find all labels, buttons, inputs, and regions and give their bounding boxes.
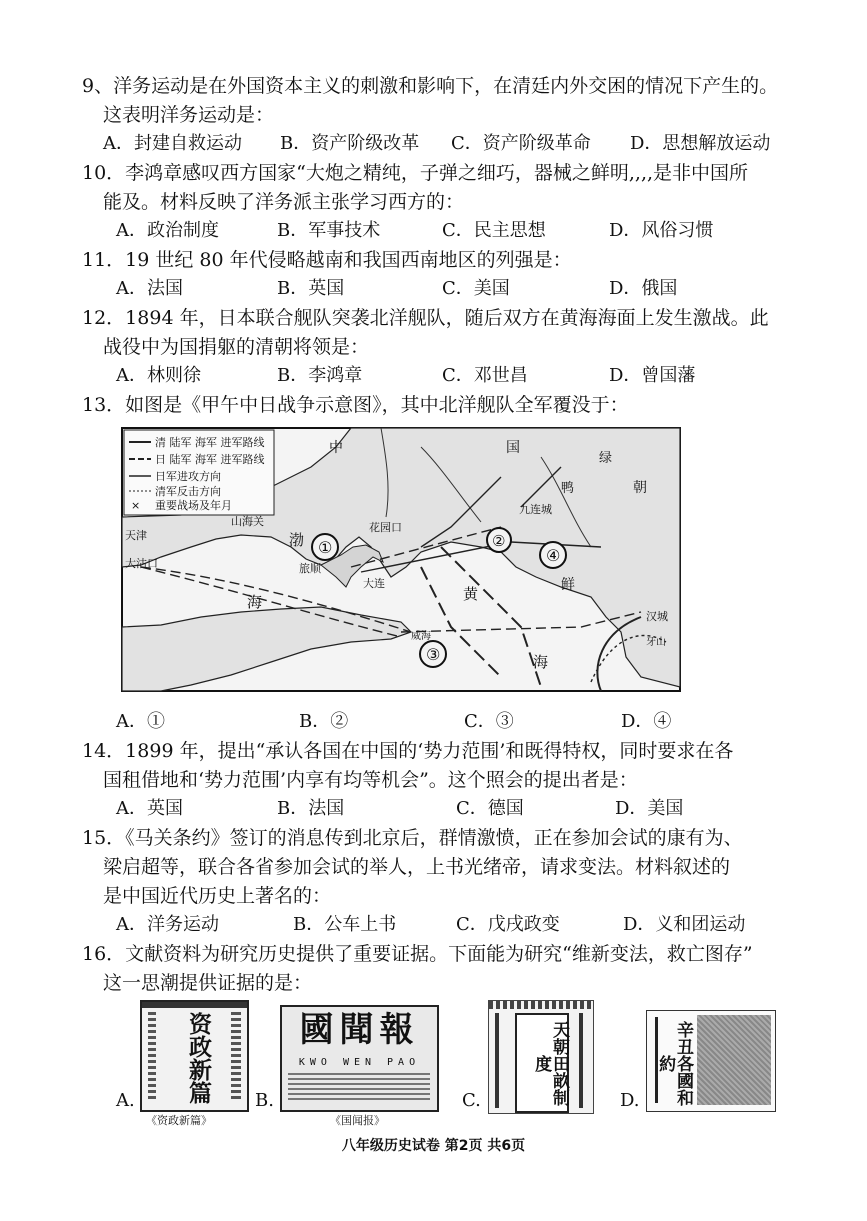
q16-image-b-title: 國聞報 xyxy=(299,1010,420,1050)
q10-option-c[interactable]: C．民主思想 xyxy=(442,220,546,241)
q15-option-d[interactable]: D．义和团运动 xyxy=(623,914,746,935)
q10-stem-line1: 10．李鸿章感叹西方国家“大炮之精纯，子弹之细巧，器械之鲜明,,,,是非中国所 xyxy=(82,162,749,184)
q14-stem-line1: 14．1899 年，提出“承认各国在中国的‘势力范围’和既得特权，同时要求在各 xyxy=(82,740,734,762)
label-weihai: 威海 xyxy=(411,631,431,642)
q12-option-a[interactable]: A．林则徐 xyxy=(116,365,201,386)
q16-option-a-label[interactable]: A. xyxy=(116,1090,135,1111)
q16-image-b[interactable] xyxy=(280,1005,439,1112)
q16-stem-line1: 16．文献资料为研究历史提供了重要证据。下面能为研究“维新变法，救亡图存” xyxy=(82,943,753,965)
label-huang: 黄 xyxy=(463,585,479,603)
q15-option-a[interactable]: A．洋务运动 xyxy=(116,914,219,935)
label-lvshun: 旅顺 xyxy=(299,562,321,575)
label-dalian: 大连 xyxy=(363,577,385,590)
q16-option-c-label[interactable]: C. xyxy=(462,1090,481,1111)
q11-stem: 11．19 世纪 80 年代侵略越南和我国西南地区的列强是： xyxy=(82,249,572,271)
svg-text:×: × xyxy=(131,499,141,512)
q11-option-b[interactable]: B．英国 xyxy=(277,278,345,299)
q16-image-d[interactable] xyxy=(646,1010,776,1112)
label-ya: 鸭 xyxy=(561,481,575,496)
q9-option-b[interactable]: B．资产阶级改革 xyxy=(280,133,420,154)
q9-option-d[interactable]: D．思想解放运动 xyxy=(630,133,771,154)
label-shanhaiguan: 山海关 xyxy=(231,515,264,528)
q13-option-d[interactable]: D．④ xyxy=(621,711,672,732)
label-hai-bohai: 海 xyxy=(247,593,263,611)
label-xian: 鲜 xyxy=(561,577,575,593)
page-footer: 八年级历史试卷 第2页 共6页 xyxy=(341,1138,526,1154)
legend-item-2: 日 陆军 海军 进军路线 xyxy=(155,453,265,466)
q13-stem: 13．如图是《甲午中日战争示意图》，其中北洋舰队全军覆没于： xyxy=(82,394,629,416)
q14-stem-line2: 国租借地和‘势力范围’内享有均等机会”。这个照会的提出者是： xyxy=(103,769,638,791)
q9-option-c[interactable]: C．资产阶级革命 xyxy=(451,133,591,154)
q16-option-d-label[interactable]: D. xyxy=(620,1090,640,1111)
marker-3: ③ xyxy=(426,645,441,664)
q11-option-d[interactable]: D．俄国 xyxy=(609,278,678,299)
label-hancheng: 汉城 xyxy=(646,610,668,623)
legend-item-1: 清 陆军 海军 进军路线 xyxy=(155,436,265,449)
q16-stem-line2: 这一思潮提供证据的是： xyxy=(103,972,313,994)
marker-1: ① xyxy=(318,538,333,557)
label-huayuankou: 花园口 xyxy=(369,521,402,534)
q16-image-a-caption: 《资政新篇》 xyxy=(146,1114,212,1127)
q9-stem-line1: 9、洋务运动是在外国资本主义的刺激和影响下，在清廷内外交困的情况下产生的。 xyxy=(82,75,779,97)
q12-stem-line2: 战役中为国捐躯的清朝将领是： xyxy=(103,336,370,358)
q14-option-b[interactable]: B．法国 xyxy=(277,798,345,819)
q13-option-b[interactable]: B．② xyxy=(299,711,349,732)
legend-item-5: 重要战场及年月 xyxy=(155,499,232,512)
marker-2: ② xyxy=(492,532,506,550)
q9-stem-line2: 这表明洋务运动是： xyxy=(103,104,275,126)
map-svg xyxy=(121,427,681,692)
q15-stem-line1: 15．《马关条约》签订的消息传到北京后，群情激愤，正在参加会试的康有为、 xyxy=(82,827,743,849)
q16-image-b-subtitle: KWO WEN PAO xyxy=(298,1057,421,1068)
label-dagukou: 大沽口 xyxy=(125,557,158,570)
label-chao: 朝 xyxy=(633,480,647,496)
legend-item-3: 日军进攻方向 xyxy=(155,470,221,483)
q14-option-a[interactable]: A．英国 xyxy=(116,798,183,819)
q10-stem-line2: 能及。材料反映了洋务派主张学习西方的： xyxy=(103,191,465,213)
q11-option-a[interactable]: A．法国 xyxy=(116,278,183,299)
label-jiuliancheng: 九连城 xyxy=(519,503,552,516)
map-legend xyxy=(124,430,274,515)
q16-image-a[interactable] xyxy=(140,1000,249,1112)
q14-option-d[interactable]: D．美国 xyxy=(615,798,684,819)
label-zhong: 中 xyxy=(329,440,343,456)
q11-option-c[interactable]: C．美国 xyxy=(442,278,510,299)
marker-4: ④ xyxy=(546,546,561,565)
q10-option-b[interactable]: B．军事技术 xyxy=(277,220,381,241)
q12-option-b[interactable]: B．李鸿章 xyxy=(277,365,363,386)
label-bo: 渤 xyxy=(289,531,305,549)
q12-stem-line1: 12．1894 年，日本联合舰队突袭北洋舰队，随后双方在黄海海面上发生激战。此 xyxy=(82,307,769,329)
q14-option-c[interactable]: C．德国 xyxy=(456,798,524,819)
q16-image-b-caption: 《国闻报》 xyxy=(330,1114,385,1127)
label-guo: 国 xyxy=(506,440,520,456)
q10-option-a[interactable]: A．政治制度 xyxy=(116,220,219,241)
label-lu: 绿 xyxy=(599,451,613,466)
legend-item-4: 清军反击方向 xyxy=(155,485,221,498)
label-tianjin: 天津 xyxy=(125,529,147,542)
q16-image-c[interactable] xyxy=(488,1000,594,1114)
sino-japanese-war-map xyxy=(121,427,681,692)
q15-option-c[interactable]: C．戊戌政变 xyxy=(456,914,560,935)
q16-option-b-label[interactable]: B. xyxy=(255,1090,274,1111)
label-hai-huanghai: 海 xyxy=(533,653,549,671)
q16-image-d-title: 辛丑各國和約 xyxy=(655,1020,693,1106)
q12-option-c[interactable]: C．邓世昌 xyxy=(442,365,528,386)
q10-option-d[interactable]: D．风俗习惯 xyxy=(609,220,714,241)
q16-image-c-title: 天朝田畝制度 xyxy=(515,1013,569,1113)
label-yashan: 牙山 xyxy=(646,637,666,648)
q13-option-a[interactable]: A．① xyxy=(116,711,165,732)
q15-stem-line2: 梁启超等，联合各省参加会试的举人，上书光绪帝，请求变法。材料叙述的 xyxy=(103,856,731,878)
q15-option-b[interactable]: B．公车上书 xyxy=(293,914,397,935)
q15-stem-line3: 是中国近代历史上著名的： xyxy=(103,885,332,907)
q9-option-a[interactable]: A．封建自救运动 xyxy=(103,133,242,154)
q13-option-c[interactable]: C．③ xyxy=(464,711,514,732)
q12-option-d[interactable]: D．曾国藩 xyxy=(609,365,696,386)
q16-image-a-title: 资政新篇 xyxy=(185,1012,212,1104)
